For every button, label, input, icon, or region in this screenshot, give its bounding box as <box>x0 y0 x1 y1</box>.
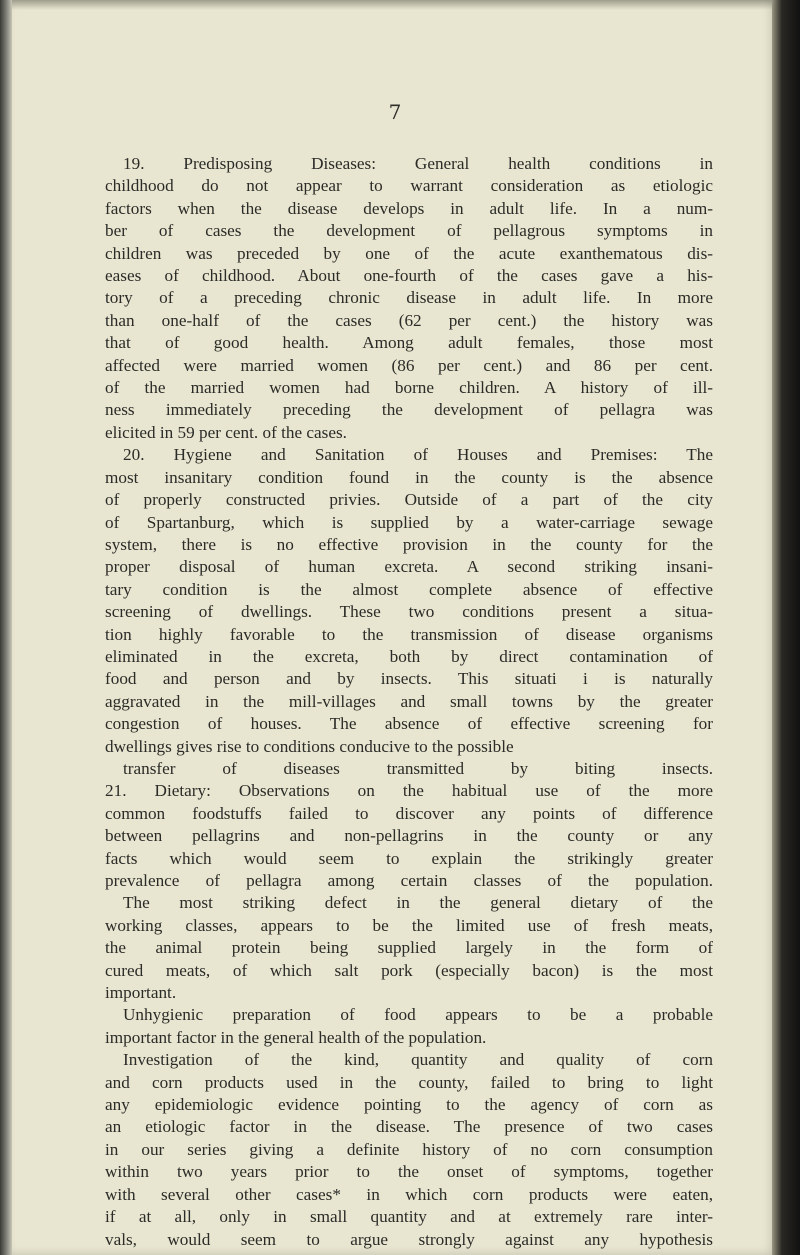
text-line: important. <box>105 983 177 1003</box>
text-line: working classes, appears to be the limited use of fresh meats, <box>105 915 713 935</box>
text-line: eases of childhood. About one-fourth of the cases gave a his- <box>105 266 713 286</box>
text-line: of Spartanburg, which is supplied by a water-carriage sewage <box>105 512 713 532</box>
text-line: congestion of houses. The absence of effective screening for <box>105 714 713 734</box>
text-line: system, there is no effective provision in the county for the <box>105 534 713 554</box>
text-line: that of good health. Among adult females, those most <box>105 333 713 353</box>
text-line: proper disposal of human excreta. A second striking insani- <box>105 557 713 577</box>
text-line: 19. Predisposing Diseases: General health conditions in <box>123 154 713 173</box>
page-number: 7 <box>388 100 402 124</box>
text-line: aggravated in the mill-villages and small towns by the greater <box>105 691 713 711</box>
text-line: The most striking defect in the general dietary of the <box>123 893 713 913</box>
text-line: eliminated in the excreta, both by direct contamination of <box>105 646 713 666</box>
text-line: tion highly favorable to the transmission of disease organisms <box>105 624 713 644</box>
text-line: screening of dwellings. These two conditions present a situa- <box>105 602 713 622</box>
text-line: tary condition is the almost complete absence of effective <box>105 579 713 599</box>
text-line: facts which would seem to explain the strikingly greater <box>105 848 713 868</box>
text-line: of properly constructed privies. Outside of a part of the city <box>105 490 713 510</box>
text-line: if at all, only in small quantity and at extremely rare inter- <box>105 1207 713 1227</box>
text-line: food and person and by insects. This situati i is naturally <box>105 669 713 689</box>
text-line: elicited in 59 per cent. of the cases. <box>105 422 347 442</box>
text-line: tory of a preceding chronic disease in adult life. In more <box>105 288 713 308</box>
text-line: 20. Hygiene and Sanitation of Houses and Premises: The <box>123 445 713 465</box>
text-line: prevalence of pellagra among certain classes of the population. <box>105 871 713 890</box>
text-line: within two years prior to the onset of symptoms, together <box>105 1162 713 1182</box>
text-line: in our series giving a definite history of no corn consumption <box>105 1139 713 1159</box>
text-line: of the married women had borne children. A history of ill- <box>105 378 713 398</box>
text-line: between pellagrins and non-pellagrins in the county or any <box>105 826 713 846</box>
top-shadow <box>12 0 778 10</box>
body-text <box>105 153 713 1251</box>
text-line: important factor in the general health of the population. <box>105 1027 487 1047</box>
text-line: and corn products used in the county, failed to bring to light <box>105 1072 713 1092</box>
text-line: ber of cases the development of pellagrous symptoms in <box>105 221 713 241</box>
text-line: children was preceded by one of the acute exanthematous dis- <box>105 243 713 263</box>
text-line: any epidemiologic evidence pointing to the agency of corn as <box>105 1095 713 1115</box>
text-line: with several other cases* in which corn products were eaten, <box>105 1184 713 1204</box>
right-binding-edge <box>772 0 800 1255</box>
text-line: cured meats, of which salt pork (especially bacon) is the most <box>105 960 713 980</box>
text-line: common foodstuffs failed to discover any points of difference <box>105 803 713 823</box>
text-line: vals, would seem to argue strongly against any hypothesis <box>105 1229 713 1249</box>
text-line: dwellings gives rise to conditions conducive to the possible <box>105 736 514 756</box>
text-line: 21. Dietary: Observations on the habitual use of the more <box>105 781 713 801</box>
text-line: ness immediately preceding the development of pellagra was <box>105 400 713 420</box>
text-line: transfer of diseases transmitted by biting insects. <box>123 758 713 778</box>
text-line: factors when the disease develops in adult life. In a num- <box>105 198 713 218</box>
left-binding-edge <box>0 0 12 1255</box>
text-line: Unhygienic preparation of food appears to be a probable <box>123 1005 713 1025</box>
text-line: Investigation of the kind, quantity and quality of corn <box>123 1050 713 1070</box>
text-line: affected were married women (86 per cent.) and 86 per cent. <box>105 355 713 375</box>
text-line: an etiologic factor in the disease. The presence of two cases <box>105 1117 713 1137</box>
text-line: childhood do not appear to warrant consideration as etiologic <box>105 176 713 196</box>
text-line: the animal protein being supplied largely in the form of <box>105 938 713 958</box>
text-line: than one-half of the cases (62 per cent.) the history was <box>105 310 713 330</box>
text-line: most insanitary condition found in the county is the absence <box>105 467 713 487</box>
